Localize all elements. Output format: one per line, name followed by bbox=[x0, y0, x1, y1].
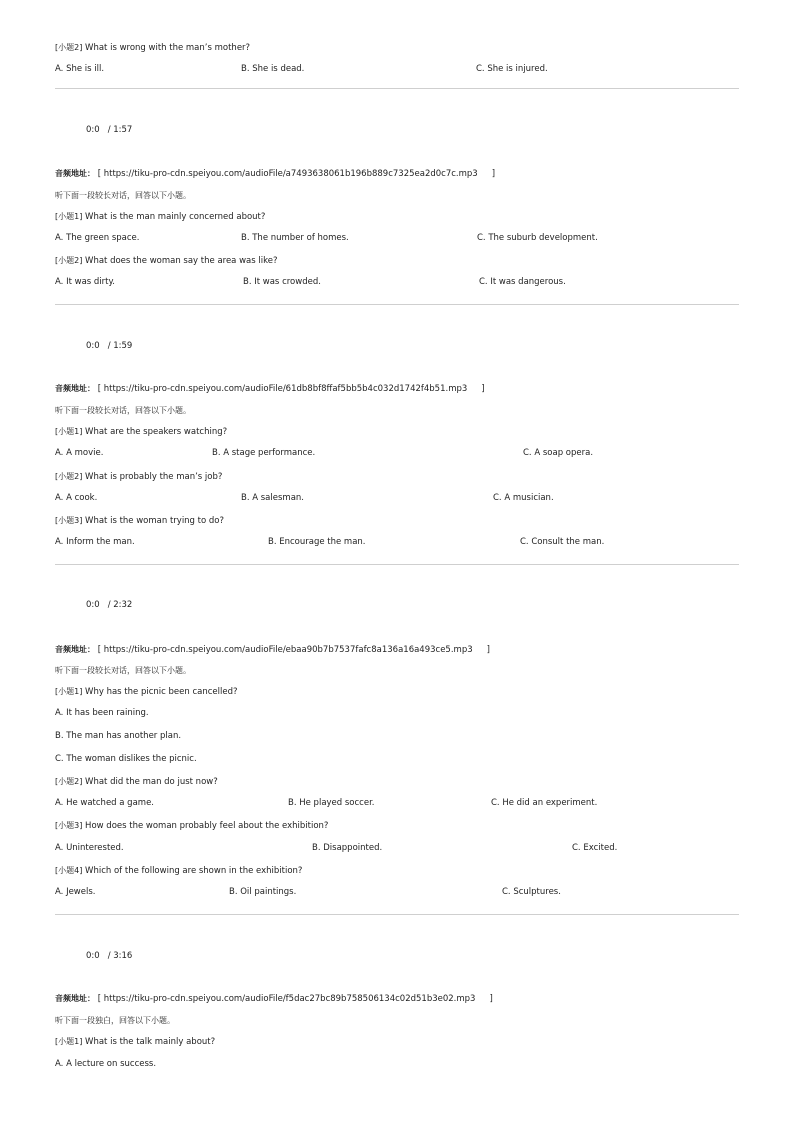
option-a[interactable]: A. She is ill. bbox=[55, 64, 105, 74]
audio-url: 音频地址： [ https://tiku-pro-cdn.speiyou.com/audioFile/ebaa90b7b7537fafc8a136a16a493ce5.mp3 ] bbox=[55, 645, 490, 655]
option-c[interactable]: C. A soap opera. bbox=[523, 448, 594, 458]
option-b[interactable]: B. She is dead. bbox=[241, 64, 305, 74]
audio-time[interactable]: 0:0 / 2:32 bbox=[86, 600, 133, 610]
question-text: [小题1] What are the speakers watching? bbox=[55, 427, 228, 437]
divider bbox=[55, 914, 739, 915]
option-a[interactable]: A. He watched a game. bbox=[55, 798, 154, 808]
question-text: [小题1] What is the talk mainly about? bbox=[55, 1037, 216, 1047]
option-c[interactable]: C. The woman dislikes the picnic. bbox=[55, 754, 197, 764]
question-text: [小题2] What does the woman say the area was like? bbox=[55, 256, 278, 266]
option-a[interactable]: A. Inform the man. bbox=[55, 537, 135, 547]
question-text: [小题2] What did the man do just now? bbox=[55, 777, 218, 787]
option-b[interactable]: B. A salesman. bbox=[241, 493, 304, 503]
question-text: [小题1] What is the man mainly concerned about? bbox=[55, 212, 266, 222]
option-c[interactable]: C. The suburb development. bbox=[477, 233, 598, 243]
divider bbox=[55, 88, 739, 89]
divider bbox=[55, 304, 739, 305]
option-b[interactable]: B. The man has another plan. bbox=[55, 731, 182, 741]
option-b[interactable]: B. Oil paintings. bbox=[229, 887, 297, 897]
option-a[interactable]: A. It was dirty. bbox=[55, 277, 116, 287]
audio-url: 音频地址： [ https://tiku-pro-cdn.speiyou.com/audioFile/61db8bf8ffaf5bb5b4c032d1742f4b51.mp3 ] bbox=[55, 384, 485, 394]
question-text: [小题1] Why has the picnic been cancelled? bbox=[55, 687, 238, 697]
instruction: 听下面一段较长对话，回答以下小题。 bbox=[55, 406, 191, 415]
audio-time[interactable]: 0:0 / 1:59 bbox=[86, 341, 133, 351]
instruction: 听下面一段独白，回答以下小题。 bbox=[55, 1016, 175, 1025]
option-a[interactable]: A. Jewels. bbox=[55, 887, 96, 897]
question-text: [小题3] How does the woman probably feel about the exhibition? bbox=[55, 821, 329, 831]
instruction: 听下面一段较长对话，回答以下小题。 bbox=[55, 666, 191, 675]
option-a[interactable]: A. A cook. bbox=[55, 493, 98, 503]
option-c[interactable]: C. Excited. bbox=[572, 843, 618, 853]
option-b[interactable]: B. Disappointed. bbox=[312, 843, 383, 853]
option-c[interactable]: C. It was dangerous. bbox=[479, 277, 566, 287]
question-text: [小题3] What is the woman trying to do? bbox=[55, 516, 225, 526]
question-text: [小题2] What is probably the man’s job? bbox=[55, 472, 223, 482]
option-c[interactable]: C. She is injured. bbox=[476, 64, 548, 74]
option-a[interactable]: A. A movie. bbox=[55, 448, 104, 458]
option-c[interactable]: C. He did an experiment. bbox=[491, 798, 598, 808]
option-b[interactable]: B. He played soccer. bbox=[288, 798, 375, 808]
option-a[interactable]: A. Uninterested. bbox=[55, 843, 124, 853]
option-a[interactable]: A. The green space. bbox=[55, 233, 140, 243]
option-c[interactable]: C. A musician. bbox=[493, 493, 554, 503]
audio-time[interactable]: 0:0 / 3:16 bbox=[86, 951, 133, 961]
option-c[interactable]: C. Consult the man. bbox=[520, 537, 605, 547]
option-c[interactable]: C. Sculptures. bbox=[502, 887, 561, 897]
option-a[interactable]: A. A lecture on success. bbox=[55, 1059, 157, 1069]
instruction: 听下面一段较长对话，回答以下小题。 bbox=[55, 191, 191, 200]
audio-url: 音频地址： [ https://tiku-pro-cdn.speiyou.com/audioFile/a7493638061b196b889c7325ea2d0c7c.mp3 ] bbox=[55, 169, 496, 179]
option-b[interactable]: B. It was crowded. bbox=[243, 277, 321, 287]
audio-url: 音频地址： [ https://tiku-pro-cdn.speiyou.com/audioFile/f5dac27bc89b758506134c02d51b3e02.mp3 ] bbox=[55, 994, 493, 1004]
option-b[interactable]: B. The number of homes. bbox=[241, 233, 349, 243]
question-text: [小题2] What is wrong with the man’s mother? bbox=[55, 43, 251, 53]
audio-time[interactable]: 0:0 / 1:57 bbox=[86, 125, 133, 135]
option-b[interactable]: B. Encourage the man. bbox=[268, 537, 366, 547]
divider bbox=[55, 564, 739, 565]
option-b[interactable]: B. A stage performance. bbox=[212, 448, 316, 458]
option-a[interactable]: A. It has been raining. bbox=[55, 708, 149, 718]
question-text: [小题4] Which of the following are shown in the exhibition? bbox=[55, 866, 303, 876]
